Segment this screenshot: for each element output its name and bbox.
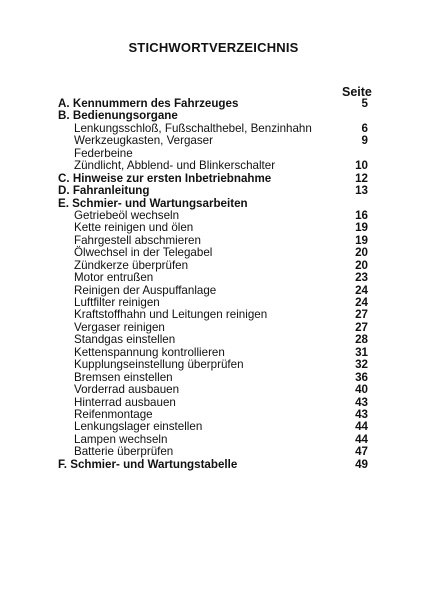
toc-entry-page: 16 — [355, 208, 368, 222]
page-title: STICHWORTVERZEICHNIS — [128, 40, 299, 55]
toc-section-entry — [58, 459, 368, 471]
toc-entry-page: 19 — [355, 233, 368, 247]
toc-sub-entry — [58, 272, 368, 284]
toc-sub-entry — [58, 384, 368, 396]
toc-entry-page: 28 — [355, 333, 368, 347]
toc-entry-text: Zündkerze überprüfen — [74, 258, 189, 272]
toc-entry-text: Batterie überprüfen — [74, 445, 174, 459]
toc-entry-text: Reifenmontage — [74, 407, 153, 421]
toc-entry-page: 44 — [355, 432, 368, 446]
toc-entry-page: 10 — [355, 159, 368, 173]
toc-entry-text: Standgas einstellen — [74, 333, 176, 347]
toc-entry-text: Vergaser reinigen — [74, 320, 165, 334]
toc-entry-text: E. Schmier- und Wartungsarbeiten — [58, 196, 248, 210]
toc-section-entry — [58, 110, 368, 122]
toc-entry-page: 24 — [355, 283, 368, 297]
toc-entry-text: Kupplungseinstellung überprüfen — [74, 358, 244, 372]
toc-entry-text: D. Fahranleitung — [58, 184, 150, 198]
toc-entry-text: Luftfilter reinigen — [74, 296, 160, 309]
toc-entry-page: 20 — [355, 258, 368, 272]
toc-sub-entry — [58, 334, 368, 346]
toc-sub-entry — [58, 309, 368, 321]
toc-entry-page: 44 — [355, 420, 368, 434]
toc-sub-entry — [58, 135, 368, 147]
toc-entry-page: 47 — [355, 445, 368, 459]
toc-entry-page: 20 — [355, 246, 368, 260]
toc-entry-text: Kette reinigen und ölen — [74, 221, 194, 235]
toc-entry-page: 27 — [355, 308, 368, 322]
toc-entry-text: Bremsen einstellen — [74, 370, 173, 384]
toc-sub-entry — [58, 359, 368, 371]
toc-entry-page: 5 — [361, 97, 368, 110]
toc-entry-text: Hinterrad ausbauen — [74, 395, 176, 409]
toc-entry-text: Federbeine — [74, 146, 133, 160]
toc-sub-entry — [58, 247, 368, 259]
toc-entry-page: 12 — [355, 171, 368, 185]
toc-entry-page: 19 — [355, 221, 368, 235]
toc-entry-text: Kraftstoffhahn und Leitungen reinigen — [74, 308, 268, 322]
toc-entry-page: 27 — [355, 320, 368, 334]
toc-entry-text: Motor entrußen — [74, 271, 154, 285]
toc-entry-page: 49 — [355, 457, 368, 471]
toc-entry-text: Zündlicht, Abblend- und Blinkerschalter — [74, 159, 276, 173]
toc-entry-text: Getriebeöl wechseln — [74, 208, 180, 222]
toc-entry-page: 31 — [355, 345, 368, 359]
toc-sub-entry — [58, 421, 368, 433]
toc-entry-text: Ölwechsel in der Telegabel — [74, 246, 213, 260]
toc-entry-page: 24 — [355, 296, 368, 309]
toc-entry-text: A. Kennummern des Fahrzeuges — [58, 97, 239, 110]
toc-entry-text: Reinigen der Auspuffanlage — [74, 283, 217, 297]
toc-entry-page: 43 — [355, 407, 368, 421]
toc-entry-page: 32 — [355, 358, 368, 372]
toc-entry-text: Lampen wechseln — [74, 432, 168, 446]
toc-entry-text: Werkzeugkasten, Vergaser — [74, 134, 213, 148]
toc-entry-page: 13 — [355, 184, 368, 198]
toc-entry-page: 36 — [355, 370, 368, 384]
toc-entry-text: Vorderrad ausbauen — [74, 383, 180, 397]
toc-entry-page: 9 — [361, 134, 368, 148]
toc-entry-text: F. Schmier- und Wartungstabelle — [58, 457, 238, 471]
toc-entry-text: Fahrgestell abschmieren — [74, 233, 201, 247]
toc-entry-text: C. Hinweise zur ersten Inbetriebnahme — [58, 171, 272, 185]
toc-entry-text: B. Bedienungsorgane — [58, 109, 178, 123]
toc-entry-page: 40 — [355, 383, 368, 397]
toc-entry-text: Lenkungslager einstellen — [74, 420, 203, 434]
toc-entry-page: 6 — [361, 121, 368, 135]
toc-sub-entry — [58, 222, 368, 234]
toc-entry-text: Kettenspannung kontrollieren — [74, 345, 225, 359]
toc-entry-text: Lenkungsschloß, Fußschalthebel, Benzinhahn — [74, 121, 312, 135]
table-of-contents — [58, 98, 368, 471]
toc-entry-page: 23 — [355, 271, 368, 285]
page-column-header: Seite — [342, 85, 372, 99]
toc-entry-page: 43 — [355, 395, 368, 409]
